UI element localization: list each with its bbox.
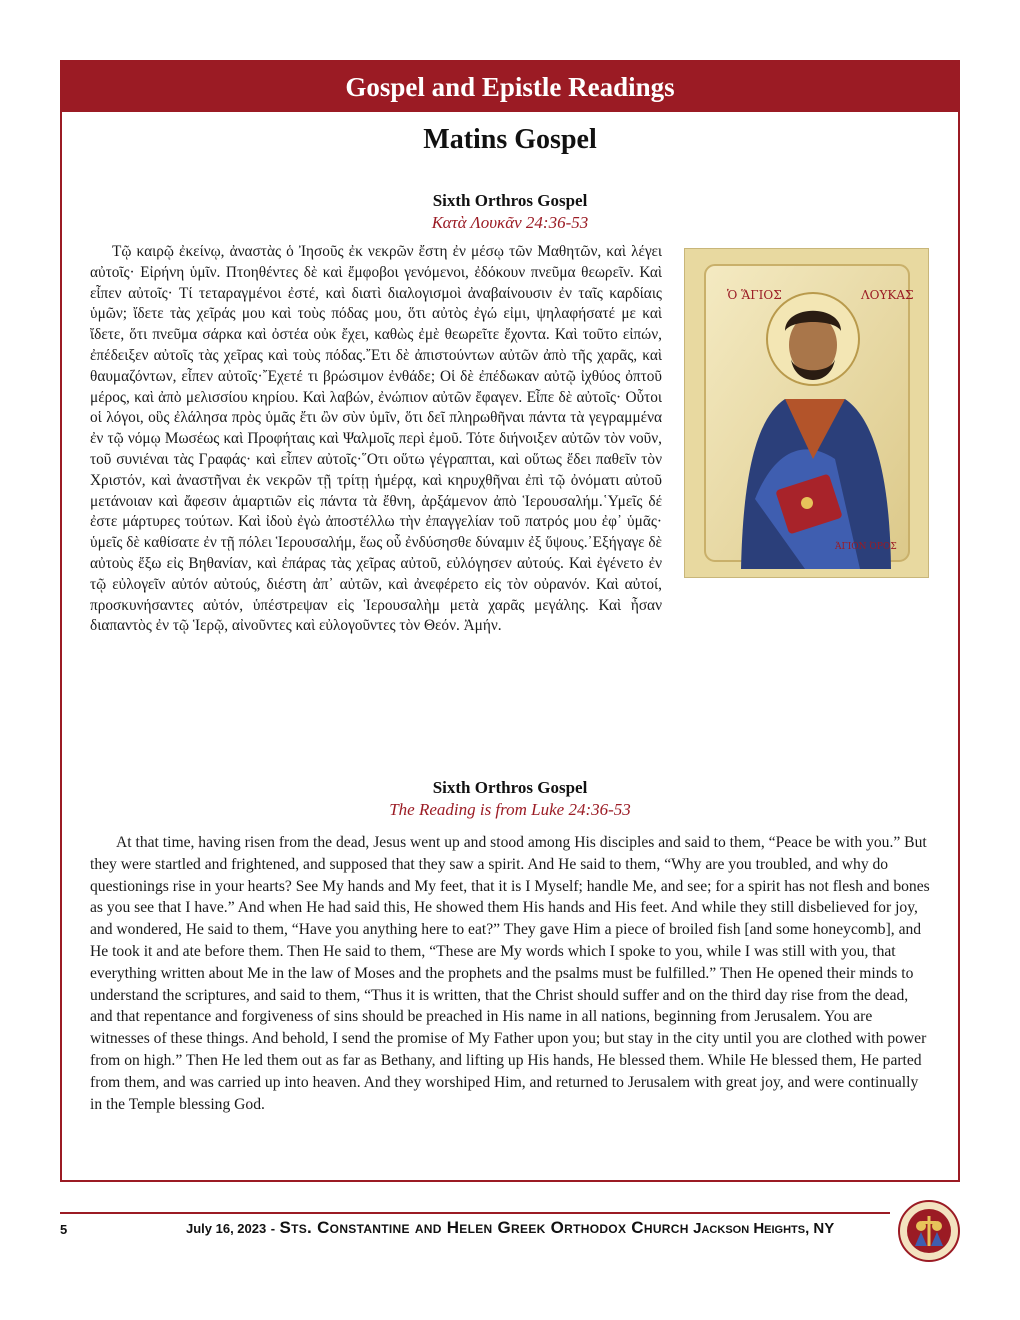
icon-bottom-text: ΆΓΙΟΝ ΌΡΟΣ [835, 542, 897, 552]
icon-of-saint-luke [684, 248, 929, 578]
icon-inscription-right: ΛΟΥΚΑΣ [861, 288, 914, 302]
english-reading-header [62, 777, 958, 821]
readings-frame [60, 60, 960, 1182]
footer-date: July 16, 2023 [186, 1221, 267, 1236]
english-reading-text: At that time, having risen from the dead, Jesus went up and stood among His disciples and said to them, “Peace be with you.” But they were startled and frightened, and supposed that they saw a spirit. And He said to them, “Why are you troubled, and why do questionings rise in your hearts? See My hands and My feet, that it is I Myself; handle Me, and see; for a spirit has not flesh and bones as you see that I have.” And when He had said this, He showed them His hands and His feet. And while they still disbelieved for joy, and wondered, He said to them, “Have you anything here to eat?” They gave Him a piece of broiled fish [and some honeycomb], and He took it and ate before them. Then He said to them, “These are My words which I spoke to you, while I was still with you, that everything written about Me in the law of Moses and the prophets and the psalms must be fulfilled.” Then He opened their minds to understand the scriptures, and said to them, “Thus it is written, that the Christ should suffer and on the third day rise from the dead, and that repentance and forgiveness of sins should be preached in His name in all nations, beginning from Jerusalem. You are witnesses of these things. And behold, I send the promise of My Father upon you; but stay in the city until you are clothed with power from on high.” Then He led them out as far as Bethany, and lifting up His hands, He blessed them. While He blessed them, He parted from them, and was carried up into heaven. And they worshiped Him, and returned to Jerusalem with great joy, and were continually in the Temple blessing God. [90, 834, 930, 1113]
footer-separator: - [270, 1221, 276, 1236]
greek-reading-reference: Κατὰ Λουκᾶν 24:36-53 [431, 213, 589, 232]
greek-reading-header [62, 190, 958, 234]
english-reading-reference: The Reading is from Luke 24:36-53 [389, 800, 631, 819]
page-banner: Gospel and Epistle Readings [62, 62, 958, 112]
greek-reading-text: Τῷ καιρῷ ἐκείνῳ, ἀναστὰς ὁ Ἰησοῦς ἐκ νεκρῶν ἔστη ἐν μέσῳ τῶν Μαθητῶν, καὶ λέγει αὐτοῖς· Εἰρήνη ὑμῖν. Πτοηθέντες δὲ καὶ ἔμφοβοι γενόμενοι, ἐδόκουν πνεῦμα θεωρεῖν. Καὶ εἶπεν αὐτοῖς· Τί τεταραγμένοι ἐστέ, καὶ διατὶ διαλογισμοὶ ἀναβαίνουσιν ἐν ταῖς καρδίαις ὑμῶν; ἴδετε τὰς χεῖράς μου καὶ τοὺς πόδας μου, ὅτι αὐτὸς ἐγώ εἰμι, ψηλαφήσατέ με καὶ ἴδετε, ὅτι πνεῦμα σάρκα καὶ ὀστέα οὐκ ἔχει, καθὼς ἐμὲ θεωρεῖτε ἔχοντα. Καὶ τοῦτο εἰπών, ἐπέδειξεν αὐτοῖς τὰς χεῖρας καὶ τοὺς πόδας.῎Ετι δὲ ἀπιστούντων αὐτῶν ἀπὸ τῆς χαρᾶς, καὶ θαυμαζόντων, εἶπεν αὐτοῖς·῎Εχετέ τι βρώσιμον ἐνθάδε; Οἱ δὲ ἐπέδωκαν αὐτῷ ἰχθύος ὀπτοῦ μέρος, καὶ ἀπὸ μελισσίου κηρίου. Καὶ λαβών, ἐνώπιον αὐτῶν ἔφαγεν. Εἶπε δὲ αὐτοῖς· Οὗτοι οἱ λόγοι, οὓς ἐλάλησα πρὸς ὑμᾶς ἔτι ὢν σὺν ὑμῖν, ὅτι δεῖ πληρωθῆναι πάντα τὰ γεγραμμένα ἐν τῷ νόμῳ Μωσέως καὶ Προφήταις καὶ Ψαλμοῖς περὶ ἐμοῦ. Τότε διήνοιξεν αὐτῶν τὸν νοῦν, τοῦ συνιέναι τὰς Γραφάς· καὶ εἶπεν αὐτοῖς·῞Οτι οὕτω γέγραπται, καὶ οὕτως ἔδει παθεῖν τὸν Χριστόν, καὶ ἀναστῆναι ἐκ νεκρῶν τῇ τρίτῃ ἡμέρᾳ, καὶ κηρυχθῆναι ἐπὶ τῷ ὀνόματι αὐτοῦ μετάνοιαν καὶ ἄφεσιν ἁμαρτιῶν εἰς πάντα τὰ ἔθνη, ἀρξάμενον ἀπὸ Ἱερουσαλήμ.῾Υμεῖς δέ ἐστε μάρτυρες τούτων. Καὶ ἰδοὺ ἐγὼ ἀποστέλλω τὴν ἐπαγγελίαν τοῦ πατρός μου ἐφ᾿ ὑμᾶς· ὑμεῖς δὲ καθίσατε ἐν τῇ πόλει Ἱερουσαλήμ, ἕως οὗ ἐνδύσησθε δύναμιν ἐξ ὕψους.᾿Εξήγαγε δὲ αὐτοὺς ἔξω εἰς Βηθανίαν, καὶ ἐπάρας τὰς χεῖρας αὐτοῦ, εὐλόγησεν αὐτούς. Καὶ ἐγένετο ἐν τῷ εὐλογεῖν αὐτόν αὐτούς, διέστη ἀπ᾿ αὐτῶν, καὶ ἀνεφέρετο εἰς τὸν οὐρανόν. Καὶ αὐτοί, προσκυνήσαντες αὐτόν, ὑπέστρεψαν εἰς Ἱερουσαλὴμ μετὰ χαρᾶς μεγάλης. Καὶ ἦσαν διαπαντὸς ἐν τῷ Ἱερῷ, αἰνοῦντες καὶ εὐλογοῦντες τὸν Θεόν. Ἀμήν. [90, 243, 662, 635]
church-seal-icon [898, 1200, 960, 1262]
footer-city: Jackson Heights, NY [693, 1220, 835, 1237]
english-reading-title: Sixth Orthros Gospel [432, 778, 588, 797]
icon-inscription-left: Ὁ ἍΓΙΟΣ [727, 288, 782, 302]
icon-painting [685, 249, 928, 577]
footer-text [186, 1218, 834, 1238]
section-title: Matins Gospel [423, 124, 597, 155]
footer-divider [60, 1212, 890, 1214]
footer-church-name: Sts. Constantine and Helen Greek Orthodox Church [279, 1218, 689, 1237]
page-number: 5 [60, 1222, 68, 1237]
greek-reading-title: Sixth Orthros Gospel [432, 191, 588, 210]
